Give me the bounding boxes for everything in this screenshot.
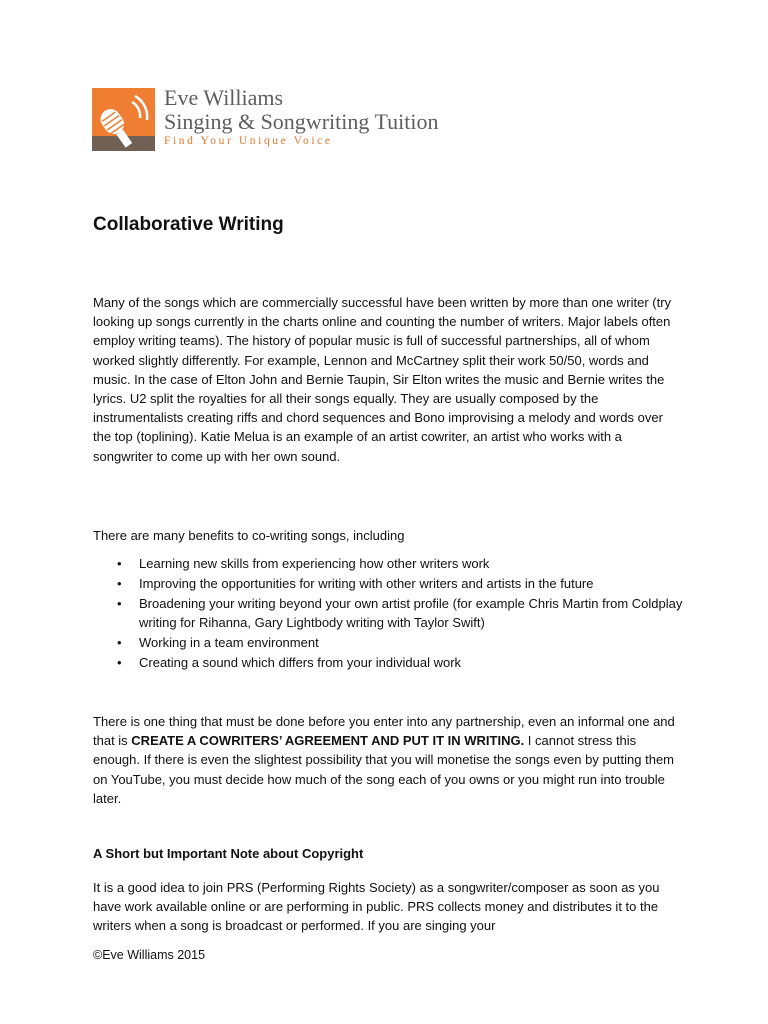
bullet-icon: •	[117, 654, 122, 670]
microphone-icon	[92, 88, 155, 151]
footer-copyright: ©Eve Williams 2015	[93, 948, 206, 962]
logo-name: Eve Williams	[164, 85, 284, 110]
list-item: • Working in a team environment	[93, 633, 683, 653]
copyright-heading: A Short but Important Note about Copyright	[93, 846, 364, 861]
benefits-list	[93, 554, 683, 673]
list-item: • Learning new skills from experiencing how other writers work	[93, 554, 683, 574]
page-title: Collaborative Writing	[93, 214, 284, 235]
bullet-icon: •	[117, 575, 122, 591]
list-item: • Improving the opportunities for writing with other writers and artists in the future	[93, 574, 683, 594]
logo-tagline: Find Your Unique Voice	[164, 135, 333, 147]
agreement-emphasis: CREATE A COWRITERS’ AGREEMENT AND PUT IT IN WRITING.	[131, 733, 525, 749]
logo	[92, 86, 532, 152]
logo-subtitle: Singing & Songwriting Tuition	[164, 109, 439, 134]
copyright-paragraph: It is a good idea to join PRS (Performing Rights Society) as a songwriter/composer as soon as you have work available online or are performing in public. PRS collects money and distributes it to the writers when a song is broadcast or performed. If you are singing your	[93, 880, 660, 934]
list-item: • Broadening your writing beyond your own artist profile (for example Chris Martin from Coldplay writing for Rihanna, Gary Lightbody writing with Taylor Swift)	[117, 595, 683, 631]
agreement-paragraph: There is one thing that must be done before you enter into any partnership, even an informal one and that is CREATE A COWRITERS’ AGREEMENT AND PUT IT IN WRITING. I cannot stress this enough. If there is even the slightest possibility that you will monetise the songs even by putting them on YouTube, you must decide how much of the song each of you owns or you might run into trouble later.	[93, 714, 675, 806]
benefits-intro: There are many benefits to co-writing songs, including	[93, 528, 405, 543]
bullet-icon: •	[117, 635, 122, 651]
list-item: • Creating a sound which differs from your individual work	[93, 653, 683, 673]
intro-paragraph: Many of the songs which are commercially successful have been written by more than one writer (try looking up songs currently in the charts online and counting the number of writers. Major labels often employ writing teams). The history of popular music is full of successful partnerships, all of whom worked slightly differently. For example, Lennon and McCartney split their work 50/50, words and music. In the case of Elton John and Bernie Taupin, Sir Elton writes the music and Bernie writes the lyrics. U2 split the royalties for all their songs equally. They are usually composed by the instrumentalists creating riffs and chord sequences and Bono improvising a melody and words over the top (toplining). Katie Melua is an example of an artist cowriter, an artist who works with a songwriter to come up with her own sound.	[93, 295, 672, 464]
bullet-icon: •	[117, 556, 122, 571]
bullet-icon: •	[117, 595, 122, 611]
